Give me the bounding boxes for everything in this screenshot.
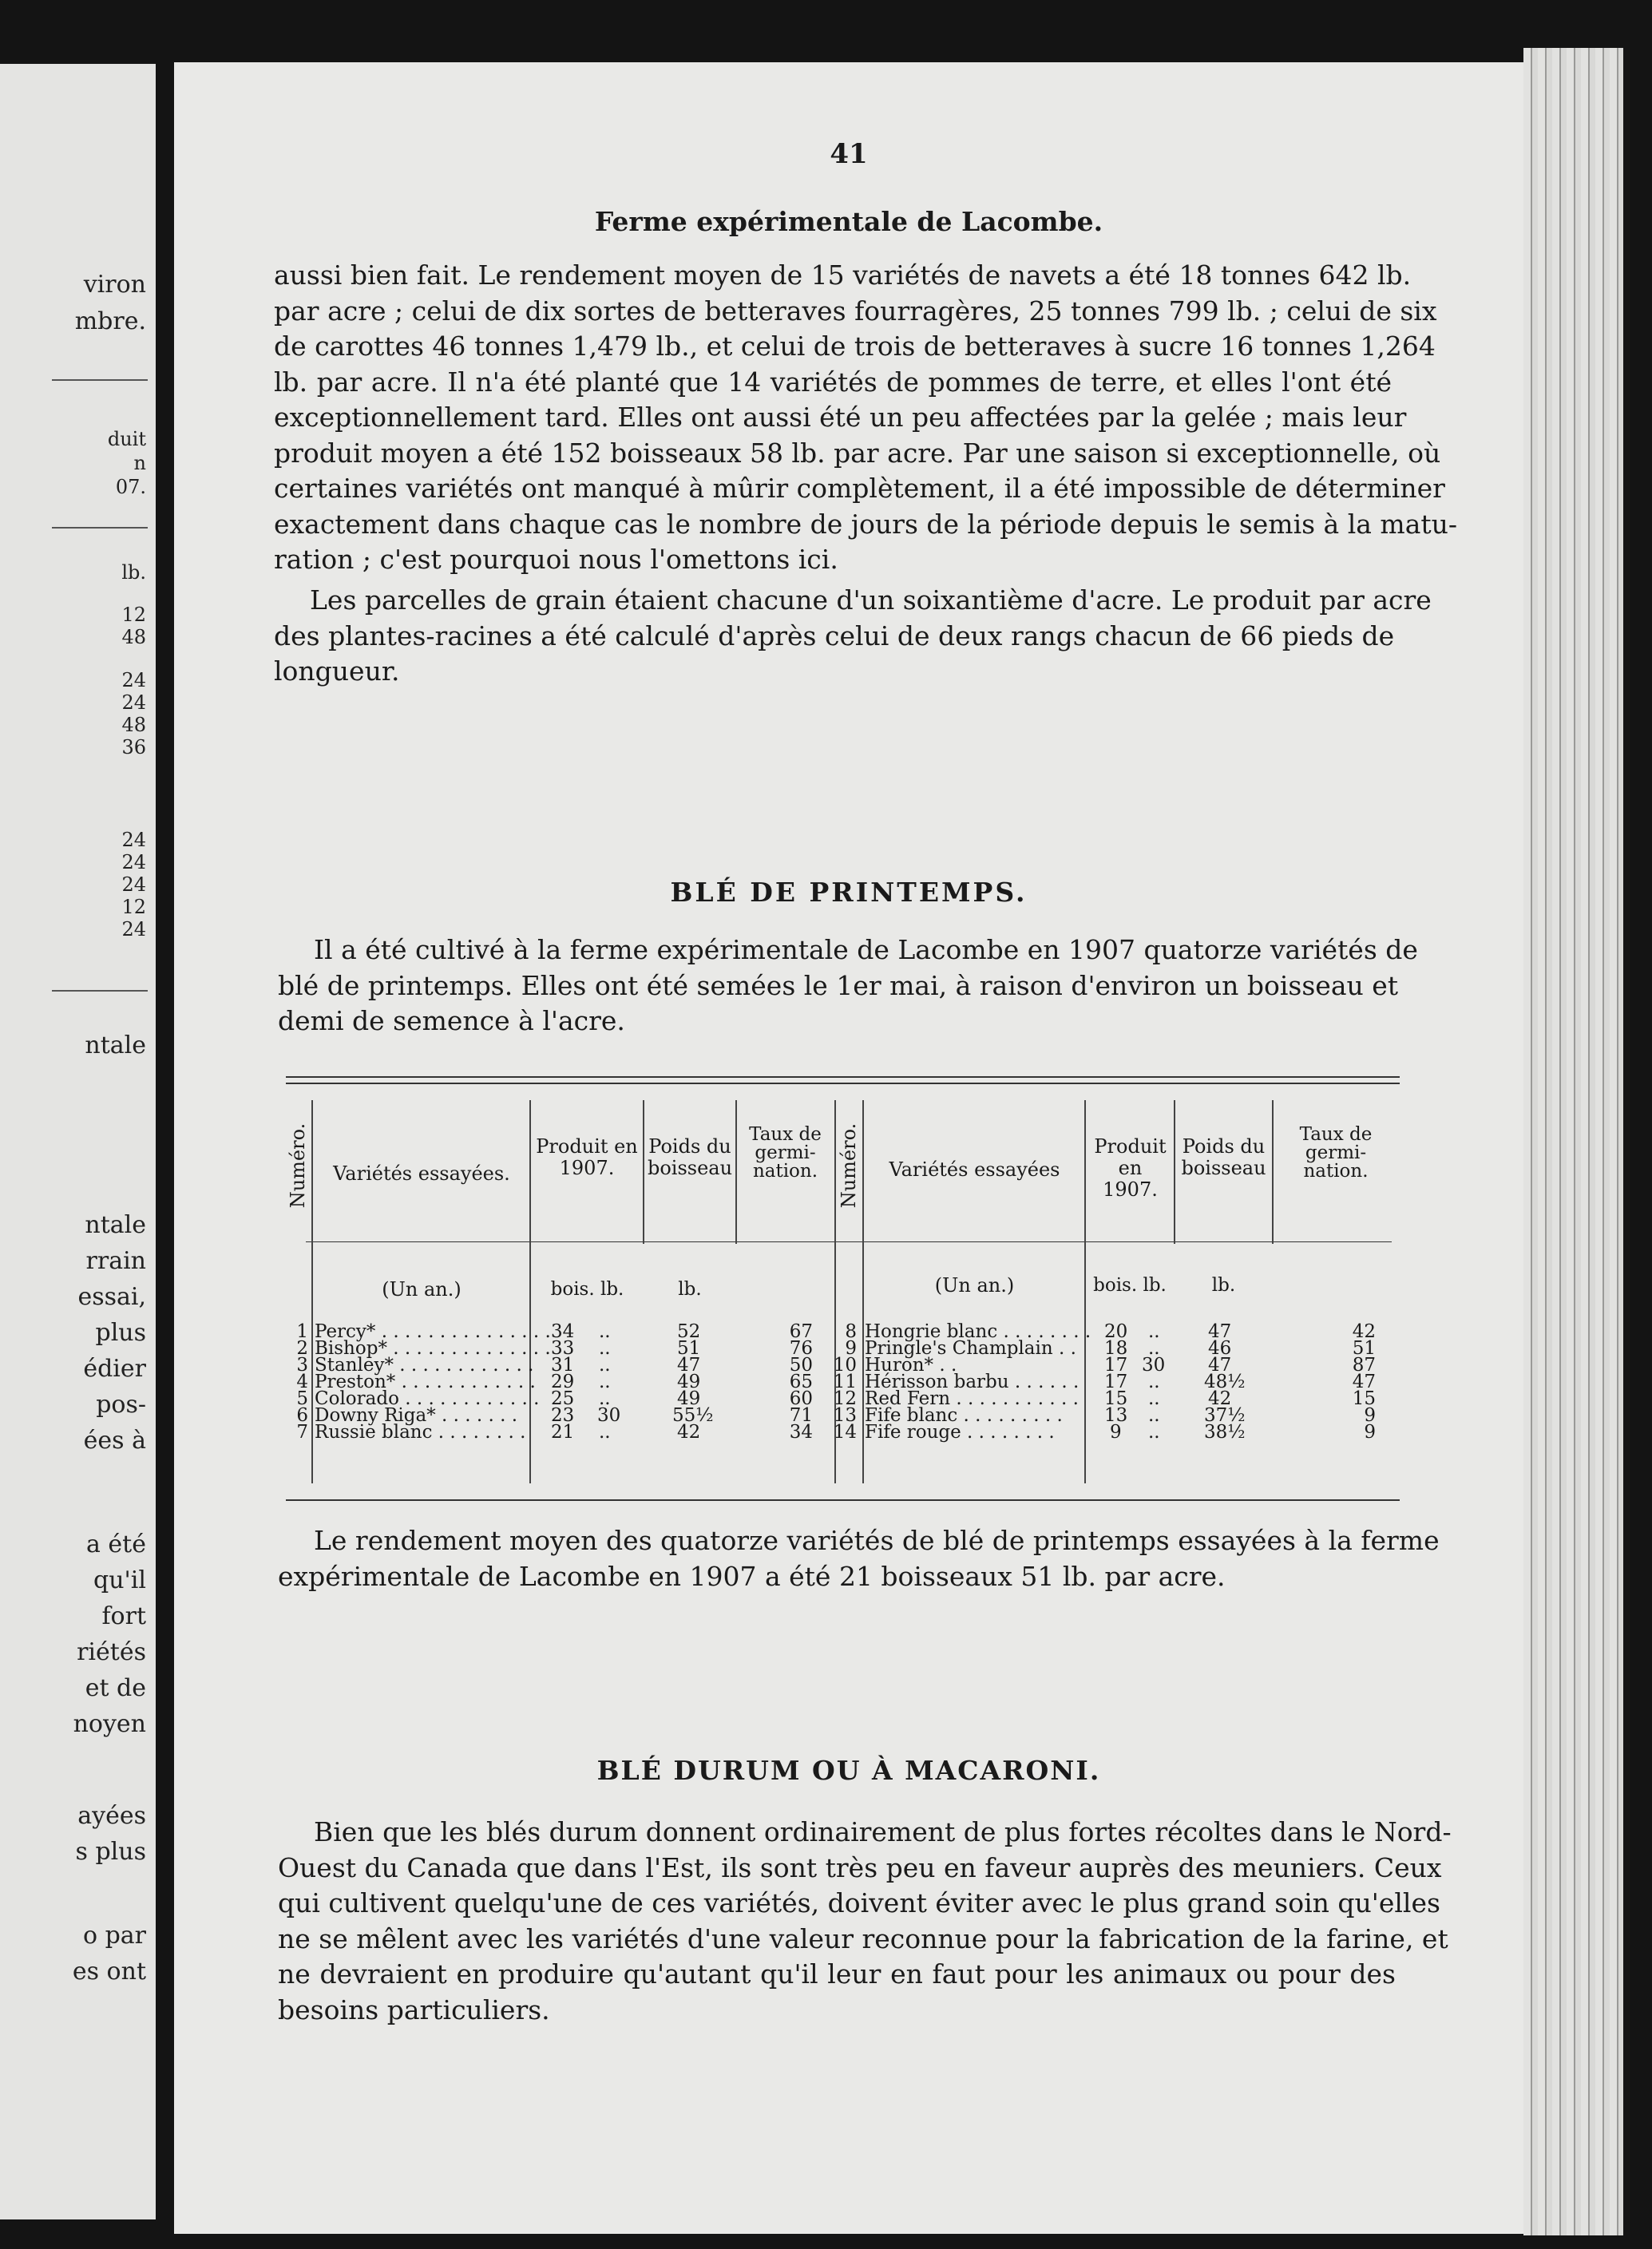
row-taux: 65 bbox=[789, 1372, 813, 1392]
text-line: lb. par acre. Il n'a été planté que 14 variétés de pommes de terre, et elles l'ont été bbox=[274, 366, 1392, 398]
left-fragment: o par bbox=[82, 1922, 146, 1950]
header-produit: Produit en 1907. bbox=[1094, 1135, 1167, 1201]
header-taux: Taux de germi- nation. bbox=[1299, 1124, 1373, 1182]
row-taux: 50 bbox=[789, 1355, 813, 1376]
left-fragment: 12 bbox=[121, 896, 146, 918]
left-fragment: 48 bbox=[121, 714, 146, 736]
text-line: ration ; c'est pourquoi nous l'omettons ici. bbox=[274, 544, 838, 575]
row-variety: Hérisson barbu . . . . . . bbox=[865, 1372, 1080, 1392]
row-bois: 9 bbox=[1110, 1422, 1122, 1443]
subheader-lb: lb. bbox=[678, 1279, 702, 1300]
left-fragment: s plus bbox=[75, 1838, 146, 1866]
row-number: 10 bbox=[833, 1355, 857, 1376]
row-lb: 30 bbox=[1142, 1355, 1166, 1376]
table-rule bbox=[306, 1241, 1392, 1242]
row-bois: 25 bbox=[551, 1388, 575, 1409]
row-number: 12 bbox=[833, 1388, 857, 1409]
text-line: exceptionnellement tard. Elles ont aussi été un peu affectées par la gelée ; mais leur bbox=[274, 402, 1407, 433]
left-fragment: ayées bbox=[77, 1802, 146, 1830]
row-number: 5 bbox=[296, 1388, 308, 1409]
row-number: 13 bbox=[833, 1405, 857, 1426]
document-page bbox=[174, 62, 1523, 2234]
row-bois: 31 bbox=[551, 1355, 575, 1376]
header-numero: Numéro. bbox=[838, 1123, 860, 1209]
text-line: de carottes 46 tonnes 1,479 lb., et celui de trois de betteraves à sucre 16 tonnes 1,264 bbox=[274, 331, 1436, 362]
row-variety: Preston* . . . . . . . . . . . . bbox=[315, 1372, 536, 1392]
running-head: Ferme expérimentale de Lacombe. bbox=[594, 206, 1103, 237]
section-title-ble-durum: BLÉ DURUM OU À MACARONI. bbox=[596, 1755, 1101, 1786]
row-variety: Downy Riga* . . . . . . . bbox=[315, 1405, 518, 1426]
subheader-un-an: (Un an.) bbox=[934, 1274, 1015, 1297]
intro-paragraph bbox=[274, 258, 1458, 578]
text-line: Il a été cultivé à la ferme expérimentale de Lacombe en 1907 quatorze variétés de bbox=[314, 934, 1418, 965]
row-number: 8 bbox=[845, 1321, 857, 1342]
left-divider bbox=[52, 379, 148, 381]
table-row bbox=[286, 1374, 1400, 1390]
row-lb: .. bbox=[1148, 1405, 1160, 1426]
text-line: longueur. bbox=[274, 655, 400, 687]
row-poids: 48½ bbox=[1204, 1372, 1246, 1392]
left-fragment: 07. bbox=[115, 476, 146, 498]
row-lb: .. bbox=[599, 1321, 611, 1342]
col-rule bbox=[735, 1100, 737, 1244]
left-fragment: rrain bbox=[85, 1247, 146, 1275]
ble-printemps-table bbox=[286, 1076, 1400, 1507]
row-poids: 51 bbox=[677, 1338, 701, 1359]
subheader-bois-lb: bois. lb. bbox=[550, 1279, 624, 1300]
left-fragment: 24 bbox=[121, 851, 146, 873]
row-lb: .. bbox=[1148, 1388, 1160, 1409]
row-bois: 13 bbox=[1104, 1405, 1128, 1426]
row-lb: .. bbox=[1148, 1372, 1160, 1392]
subheader-bois-lb: bois. lb. bbox=[1093, 1275, 1167, 1296]
row-variety: Fife rouge . . . . . . . . bbox=[865, 1422, 1055, 1443]
text-line: expérimentale de Lacombe en 1907 a été 21 boisseaux 51 lb. par acre. bbox=[278, 1560, 1226, 1592]
subheader-lb: lb. bbox=[1211, 1275, 1236, 1296]
text-line: Les parcelles de grain étaient chacune d'un soixantième d'acre. Le produit par acre bbox=[310, 584, 1432, 616]
left-fragment: 24 bbox=[121, 918, 146, 940]
table-rule bbox=[286, 1499, 1400, 1501]
col-rule bbox=[1272, 1100, 1274, 1244]
text-line: produit moyen a été 152 boisseaux 58 lb. par acre. Par une saison si exceptionnelle, où bbox=[274, 437, 1441, 469]
left-fragment: qu'il bbox=[93, 1566, 146, 1594]
left-fragment: lb. bbox=[121, 561, 146, 584]
left-fragment: a été bbox=[86, 1530, 146, 1558]
row-number: 6 bbox=[296, 1405, 308, 1426]
left-fragment: essai, bbox=[77, 1283, 146, 1311]
row-bois: 20 bbox=[1104, 1321, 1128, 1342]
row-bois: 15 bbox=[1104, 1388, 1128, 1409]
left-fragment: 24 bbox=[121, 829, 146, 851]
row-poids: 49 bbox=[677, 1372, 701, 1392]
row-taux: 15 bbox=[1352, 1388, 1376, 1409]
subheader-un-an: (Un an.) bbox=[382, 1278, 462, 1301]
row-bois: 23 bbox=[551, 1405, 575, 1426]
text-line: besoins particuliers. bbox=[278, 1994, 550, 2025]
row-lb: .. bbox=[1148, 1321, 1160, 1342]
row-variety: Pringle's Champlain . . bbox=[865, 1338, 1076, 1359]
row-taux: 47 bbox=[1352, 1372, 1376, 1392]
table-row bbox=[286, 1388, 1400, 1409]
row-poids: 52 bbox=[677, 1321, 701, 1342]
text-line: aussi bien fait. Le rendement moyen de 15 variétés de navets a été 18 tonnes 642 lb. bbox=[274, 259, 1412, 291]
row-taux: 34 bbox=[789, 1422, 813, 1443]
summary-paragraph bbox=[278, 1523, 1440, 1594]
row-lb: .. bbox=[599, 1355, 611, 1376]
row-lb: 30 bbox=[597, 1405, 621, 1426]
left-fragment: et de bbox=[85, 1674, 146, 1702]
row-lb: .. bbox=[599, 1422, 611, 1443]
page-edge-strip bbox=[1523, 48, 1623, 2235]
header-varietes: Variétés essayées bbox=[889, 1158, 1060, 1181]
row-bois: 33 bbox=[551, 1338, 575, 1359]
text-line: des plantes-racines a été calculé d'après celui de deux rangs chacun de 66 pieds de bbox=[274, 620, 1395, 651]
left-fragment: mbre. bbox=[74, 307, 146, 335]
row-number: 7 bbox=[296, 1422, 308, 1443]
header-poids: Poids du boisseau bbox=[1181, 1135, 1266, 1179]
row-poids: 42 bbox=[1208, 1388, 1232, 1409]
row-taux: 51 bbox=[1352, 1338, 1376, 1359]
row-taux: 67 bbox=[789, 1321, 813, 1342]
row-number: 11 bbox=[833, 1372, 857, 1392]
left-fragment: plus bbox=[95, 1319, 146, 1347]
row-number: 14 bbox=[833, 1422, 857, 1443]
plots-paragraph bbox=[274, 583, 1432, 690]
row-bois: 34 bbox=[551, 1321, 575, 1342]
section-title-ble-printemps: BLÉ DE PRINTEMPS. bbox=[670, 877, 1028, 908]
text-line: certaines variétés ont manqué à mûrir complètement, il a été impossible de déterminer bbox=[274, 473, 1445, 504]
row-poids: 38½ bbox=[1204, 1422, 1246, 1443]
left-fragment: n bbox=[133, 452, 146, 474]
left-fragment: ées à bbox=[83, 1427, 146, 1455]
left-fragment: fort bbox=[101, 1602, 146, 1630]
text-line: Bien que les blés durum donnent ordinairement de plus fortes récoltes dans le Nord- bbox=[314, 1816, 1452, 1847]
ble-durum-paragraph bbox=[278, 1815, 1452, 2028]
row-bois: 21 bbox=[551, 1422, 575, 1443]
row-variety: Fife blanc . . . . . . . . . bbox=[865, 1405, 1063, 1426]
row-taux: 9 bbox=[1364, 1405, 1376, 1426]
row-lb: .. bbox=[1148, 1422, 1160, 1443]
header-varietes: Variétés essayées. bbox=[333, 1162, 510, 1185]
row-variety: Red Fern . . . . . . . . . . . bbox=[865, 1388, 1079, 1409]
row-variety: Percy* . . . . . . . . . . . . . . . bbox=[315, 1321, 551, 1342]
row-variety: Stanley* . . . . . . . . . . . . bbox=[315, 1355, 534, 1376]
row-taux: 76 bbox=[789, 1338, 813, 1359]
row-variety: Huron* . . bbox=[865, 1355, 957, 1376]
left-fragment: 48 bbox=[121, 626, 146, 648]
text-line: ne se mêlent avec les variétés d'une valeur reconnue pour la fabrication de la farine, et bbox=[278, 1922, 1448, 1954]
row-taux: 42 bbox=[1352, 1321, 1376, 1342]
row-variety: Colorado . . . . . . . . . . . . bbox=[315, 1388, 540, 1409]
left-fragment: es ont bbox=[72, 1958, 146, 1986]
header-numero: Numéro. bbox=[287, 1123, 309, 1209]
row-lb: .. bbox=[599, 1338, 611, 1359]
header-taux: Taux de germi- nation. bbox=[749, 1124, 822, 1182]
row-lb: .. bbox=[1148, 1338, 1160, 1359]
row-poids: 37½ bbox=[1204, 1405, 1246, 1426]
table-row bbox=[286, 1355, 1400, 1376]
table-rule bbox=[286, 1076, 1400, 1078]
row-taux: 60 bbox=[789, 1388, 813, 1409]
left-fragment: duit bbox=[107, 428, 146, 450]
row-lb: .. bbox=[599, 1388, 611, 1409]
left-fragment: 24 bbox=[121, 669, 146, 691]
row-taux: 9 bbox=[1364, 1422, 1376, 1443]
text-line: Le rendement moyen des quatorze variétés de blé de printemps essayées à la ferme bbox=[314, 1525, 1440, 1556]
row-poids: 47 bbox=[677, 1355, 701, 1376]
row-bois: 17 bbox=[1104, 1355, 1128, 1376]
left-fragment: édier bbox=[83, 1355, 146, 1383]
text-line: qui cultivent quelqu'une de ces variétés, doivent éviter avec le plus grand soin qu'elles bbox=[278, 1887, 1440, 1918]
table-row bbox=[286, 1338, 1400, 1359]
row-bois: 29 bbox=[551, 1372, 575, 1392]
header-poids: Poids du boisseau bbox=[647, 1135, 733, 1179]
left-fragment: 24 bbox=[121, 691, 146, 714]
table-row bbox=[286, 1422, 1400, 1443]
page-number: 41 bbox=[830, 138, 868, 170]
table-rule bbox=[286, 1083, 1400, 1084]
left-fragment: ntale bbox=[85, 1031, 146, 1059]
row-poids: 49 bbox=[677, 1388, 701, 1409]
text-line: exactement dans chaque cas le nombre de jours de la période depuis le semis à la matu- bbox=[274, 508, 1458, 540]
text-line: blé de printemps. Elles ont été semées le 1er mai, à raison d'environ un boisseau et bbox=[278, 969, 1399, 1001]
left-fragment: noyen bbox=[73, 1710, 146, 1738]
text-line: par acre ; celui de dix sortes de betteraves fourragères, 25 tonnes 799 lb. ; celui de six bbox=[274, 295, 1437, 327]
left-fragment: 36 bbox=[121, 736, 146, 758]
col-rule bbox=[643, 1100, 644, 1244]
left-fragment: pos- bbox=[96, 1391, 146, 1419]
left-fragment: riétés bbox=[77, 1638, 146, 1666]
text-line: Ouest du Canada que dans l'Est, ils sont très peu en faveur auprès des meuniers. Ceux bbox=[278, 1851, 1442, 1883]
row-number: 2 bbox=[296, 1338, 308, 1359]
row-poids: 46 bbox=[1208, 1338, 1232, 1359]
row-number: 3 bbox=[296, 1355, 308, 1376]
table-row bbox=[286, 1321, 1400, 1342]
row-variety: Russie blanc . . . . . . . . bbox=[315, 1422, 526, 1443]
row-poids: 55½ bbox=[672, 1405, 714, 1426]
col-rule bbox=[1174, 1100, 1175, 1244]
row-poids: 47 bbox=[1208, 1355, 1232, 1376]
row-bois: 17 bbox=[1104, 1372, 1128, 1392]
row-lb: .. bbox=[599, 1372, 611, 1392]
row-number: 4 bbox=[296, 1372, 308, 1392]
row-variety: Bishop* . . . . . . . . . . . . . . bbox=[315, 1338, 551, 1359]
row-poids: 42 bbox=[677, 1422, 701, 1443]
left-divider bbox=[52, 527, 148, 529]
ble-printemps-paragraph bbox=[278, 932, 1418, 1039]
left-fragment: viron bbox=[83, 271, 146, 299]
text-line: demi de semence à l'acre. bbox=[278, 1005, 625, 1036]
left-fragment: ntale bbox=[85, 1211, 146, 1239]
table-row bbox=[286, 1405, 1400, 1426]
row-taux: 87 bbox=[1352, 1355, 1376, 1376]
row-taux: 71 bbox=[789, 1405, 813, 1426]
header-produit: Produit en 1907. bbox=[536, 1135, 638, 1179]
row-number: 1 bbox=[296, 1321, 308, 1342]
row-number: 9 bbox=[845, 1338, 857, 1359]
row-poids: 47 bbox=[1208, 1321, 1232, 1342]
row-variety: Hongrie blanc . . . . . . . . bbox=[865, 1321, 1091, 1342]
left-page-fragment bbox=[0, 64, 156, 2219]
left-fragment: 24 bbox=[121, 873, 146, 896]
row-bois: 18 bbox=[1104, 1338, 1128, 1359]
text-line: ne devraient en produire qu'autant qu'il leur en faut pour les animaux ou pour des bbox=[278, 1958, 1396, 1990]
left-divider bbox=[52, 990, 148, 992]
left-fragment: 12 bbox=[121, 604, 146, 626]
